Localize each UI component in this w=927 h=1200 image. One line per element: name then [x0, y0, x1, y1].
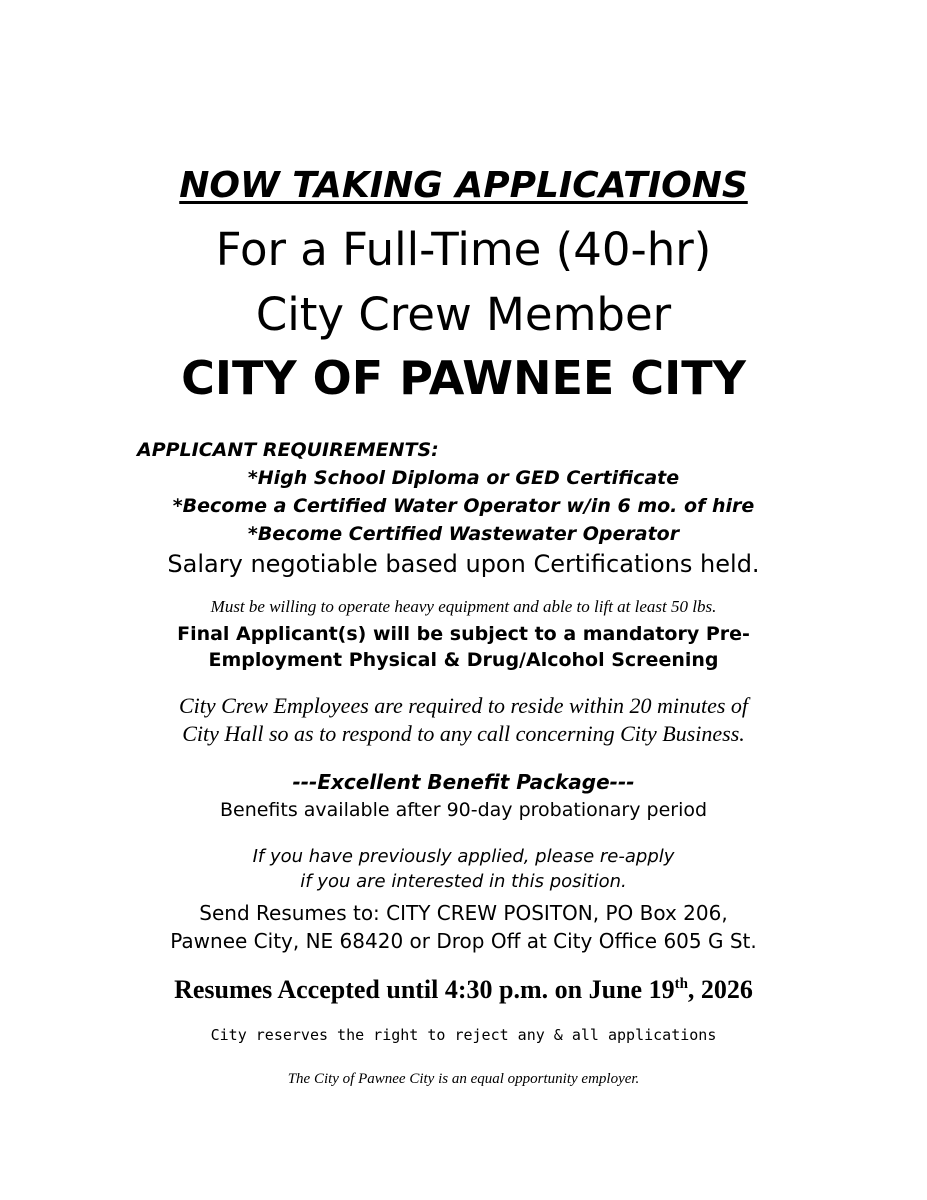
send-resumes-line1: Send Resumes to: CITY CREW POSITON, PO Box 206,	[199, 901, 728, 925]
requirement-item: *Become a Certified Water Operator w/in 6 mo. of hire	[172, 495, 755, 517]
deadline-year: , 2026	[687, 975, 753, 1004]
position-type: For a Full-Time (40-hr)	[215, 223, 712, 276]
requirement-item: *High School Diploma or GED Certificate	[247, 467, 680, 489]
requirements-title: APPLICANT REQUIREMENTS:	[137, 439, 439, 461]
residency-note-line2: City Hall so as to respond to any call concerning City Business.	[182, 721, 745, 746]
residency-note-line1: City Crew Employees are required to reside within 20 minutes of	[178, 693, 749, 718]
deadline-ordinal: th	[674, 976, 688, 992]
reserve-rights-note: City reserves the right to reject any & all applications	[210, 1026, 717, 1044]
benefits-note: Benefits available after 90-day probationary period	[219, 799, 708, 821]
screening-note-line2: Employment Physical & Drug/Alcohol Screening	[208, 649, 719, 671]
screening-note-line1: Final Applicant(s) will be subject to a mandatory Pre-	[177, 623, 750, 645]
employer-name: CITY OF PAWNEE CITY	[181, 351, 746, 405]
reapply-note-line2: if you are interested in this position.	[300, 871, 627, 892]
requirement-item: *Become Certified Wastewater Operator	[247, 523, 680, 545]
reapply-note-line1: If you have previously applied, please re-apply	[252, 846, 675, 867]
equipment-note: Must be willing to operate heavy equipment and able to lift at least 50 lbs.	[210, 597, 717, 616]
benefits-title: ---Excellent Benefit Package---	[292, 770, 635, 794]
deadline-text: Resumes Accepted until 4:30 p.m. on June 19	[174, 975, 675, 1004]
application-deadline	[0, 973, 927, 1007]
headline: NOW TAKING APPLICATIONS	[179, 165, 748, 206]
equal-opportunity-note: The City of Pawnee City is an equal opportunity employer.	[287, 1071, 640, 1087]
salary-note: Salary negotiable based upon Certifications held.	[167, 550, 760, 578]
position-title: City Crew Member	[255, 288, 672, 341]
send-resumes-line2: Pawnee City, NE 68420 or Drop Off at City Office 605 G St.	[170, 929, 757, 953]
